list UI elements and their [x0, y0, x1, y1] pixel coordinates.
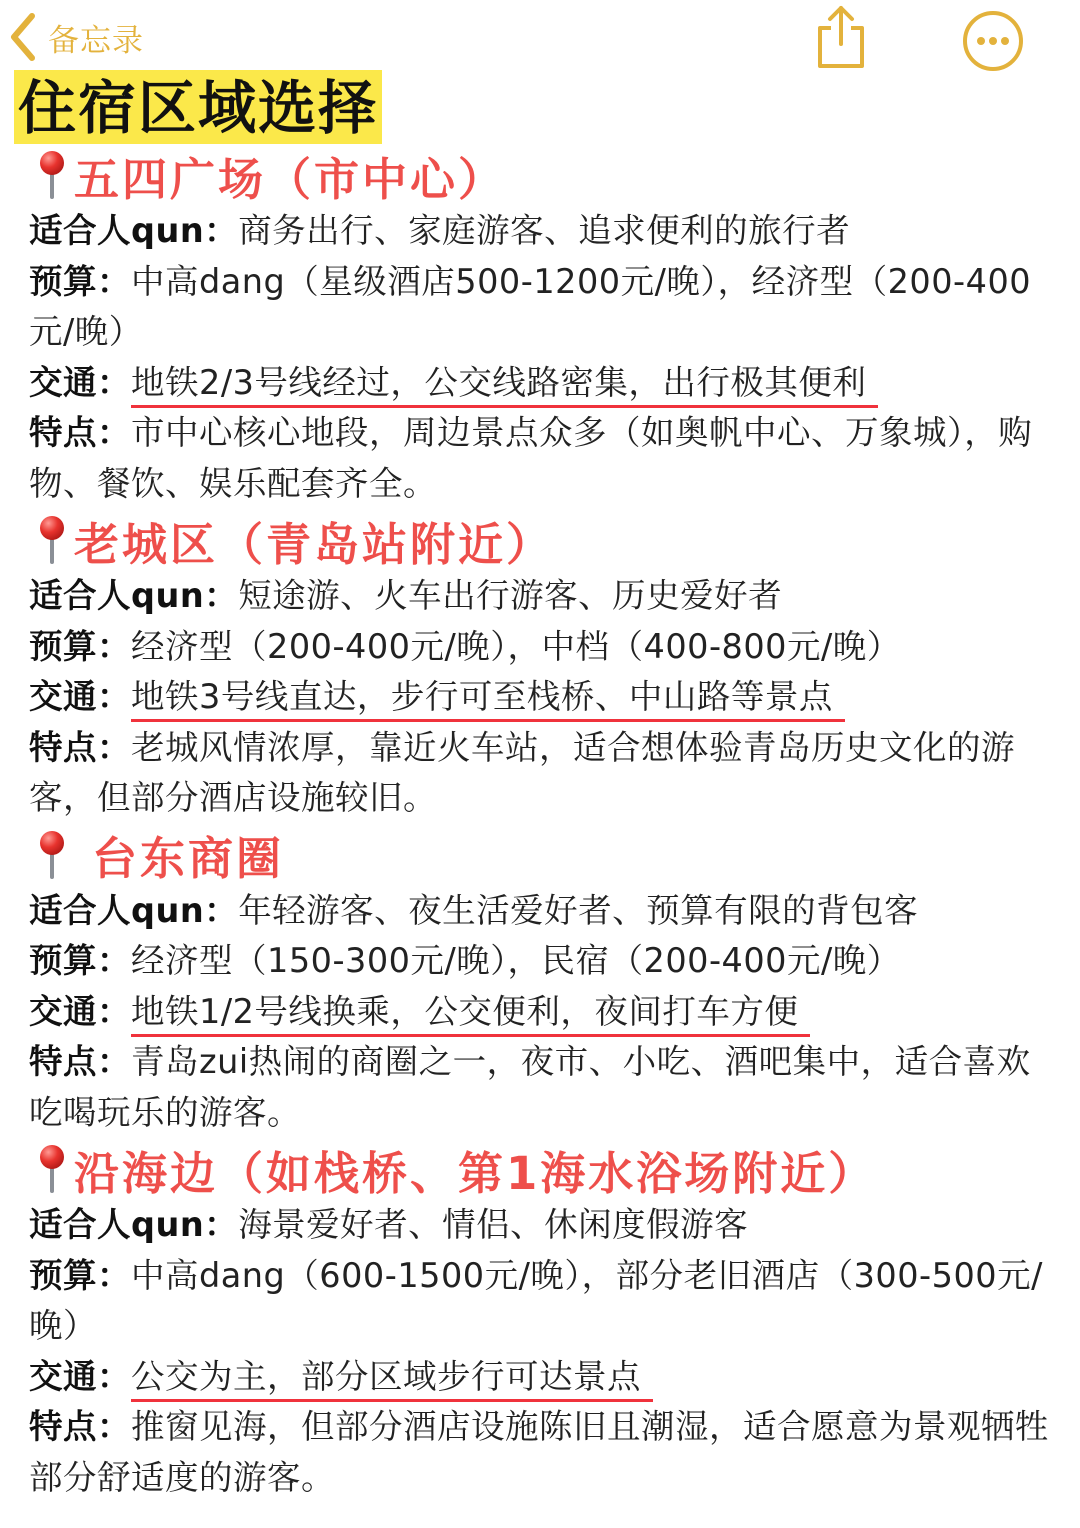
audience-row — [29, 206, 1049, 257]
feature-label: 特点： — [29, 1407, 131, 1446]
transport-row — [29, 987, 1049, 1038]
feature-text: 老城风情浓厚，靠近火车站，适合想体验青岛历史文化的游客，但部分酒店设施较旧。 — [29, 727, 1015, 817]
back-label: 备忘录 — [48, 22, 144, 59]
budget-row — [29, 622, 1049, 673]
budget-row — [29, 1251, 1049, 1352]
audience-text: 年轻游客、夜生活爱好者、预算有限的背包客 — [238, 890, 919, 930]
audience-row — [29, 886, 1049, 937]
budget-label: 预算： — [29, 626, 131, 666]
feature-row — [29, 723, 1049, 824]
section-header — [32, 824, 1080, 886]
navigation-bar — [0, 0, 1080, 78]
area-section — [0, 509, 1080, 824]
budget-row — [29, 936, 1049, 987]
share-icon — [812, 4, 870, 70]
more-icon — [962, 10, 1024, 72]
budget-label: 预算： — [29, 261, 131, 301]
more-button[interactable] — [962, 10, 1024, 72]
feature-text: 青岛zui热闹的商圈之一，夜市、小吃、酒吧集中，适合喜欢吃喝玩乐的游客。 — [29, 1042, 1031, 1132]
transport-row — [29, 1352, 1049, 1403]
feature-text: 市中心核心地段，周边景点众多（如奥帆中心、万象城），购物、餐饮、娱乐配套齐全。 — [29, 413, 1033, 503]
pin-icon — [32, 149, 72, 201]
area-section — [0, 824, 1080, 1139]
audience-label: 适合人qun： — [29, 211, 239, 250]
budget-text: 经济型（200-400元/晚），中档（400-800元/晚） — [131, 626, 901, 666]
section-header — [32, 509, 1080, 571]
section-title: 沿海边（如栈桥、第1海水浴场附近） — [74, 1146, 877, 1200]
audience-text: 商务出行、家庭游客、追求便利的旅行者 — [238, 211, 851, 250]
feature-row — [29, 408, 1049, 509]
audience-row — [29, 1200, 1049, 1251]
budget-text: 中高dang（星级酒店500-1200元/晚），经济型（200-400元/晚） — [29, 261, 1032, 351]
feature-row — [29, 1402, 1049, 1503]
transport-label: 交通： — [29, 991, 131, 1031]
area-section — [0, 144, 1080, 509]
transport-text: 公交为主，部分区域步行可达景点 — [131, 1357, 653, 1402]
transport-label: 交通： — [29, 677, 131, 716]
feature-label: 特点： — [29, 727, 131, 767]
section-header — [32, 144, 1080, 206]
transport-text: 地铁3号线直达，步行可至栈桥、中山路等景点 — [131, 677, 845, 722]
feature-text: 推窗见海，但部分酒店设施陈旧且潮湿，适合愿意为景观牺牲部分舒适度的游客。 — [29, 1407, 1049, 1497]
budget-text: 中高dang（600-1500元/晚），部分老旧酒店（300-500元/晚） — [29, 1255, 1043, 1345]
chevron-left-icon — [8, 12, 38, 62]
feature-label: 特点： — [29, 1042, 131, 1081]
transport-row — [29, 672, 1049, 723]
feature-row — [29, 1037, 1049, 1138]
budget-label: 预算： — [29, 941, 131, 980]
transport-label: 交通： — [29, 362, 131, 402]
section-title: 老城区（青岛站附近） — [74, 517, 555, 571]
audience-label: 适合人qun： — [29, 890, 239, 930]
page-title: 住宿区域选择 — [14, 70, 382, 144]
audience-text: 短途游、火车出行游客、历史爱好者 — [238, 576, 783, 615]
audience-row — [29, 571, 1049, 622]
audience-label: 适合人qun： — [29, 576, 239, 615]
budget-row — [29, 257, 1049, 358]
pin-icon — [32, 1143, 72, 1195]
back-button[interactable] — [8, 12, 144, 62]
audience-label: 适合人qun： — [29, 1205, 239, 1244]
pin-icon — [32, 514, 72, 566]
note-body — [0, 70, 1080, 1503]
section-title: 台东商圈 — [92, 832, 285, 885]
feature-label: 特点： — [29, 413, 131, 452]
area-section — [0, 1138, 1080, 1503]
transport-text: 地铁1/2号线换乘，公交便利，夜间打车方便 — [131, 992, 810, 1037]
transport-row — [29, 358, 1049, 409]
section-header — [32, 1138, 1080, 1200]
budget-text: 经济型（150-300元/晚），民宿（200-400元/晚） — [131, 941, 901, 980]
pin-icon — [32, 829, 72, 881]
budget-label: 预算： — [29, 1255, 131, 1295]
transport-label: 交通： — [29, 1356, 131, 1396]
share-button[interactable] — [812, 4, 870, 70]
audience-text: 海景爱好者、情侣、休闲度假游客 — [238, 1205, 749, 1244]
section-title: 五四广场（市中心） — [74, 152, 507, 206]
transport-text: 地铁2/3号线经过，公交线路密集，出行极其便利 — [131, 363, 878, 408]
